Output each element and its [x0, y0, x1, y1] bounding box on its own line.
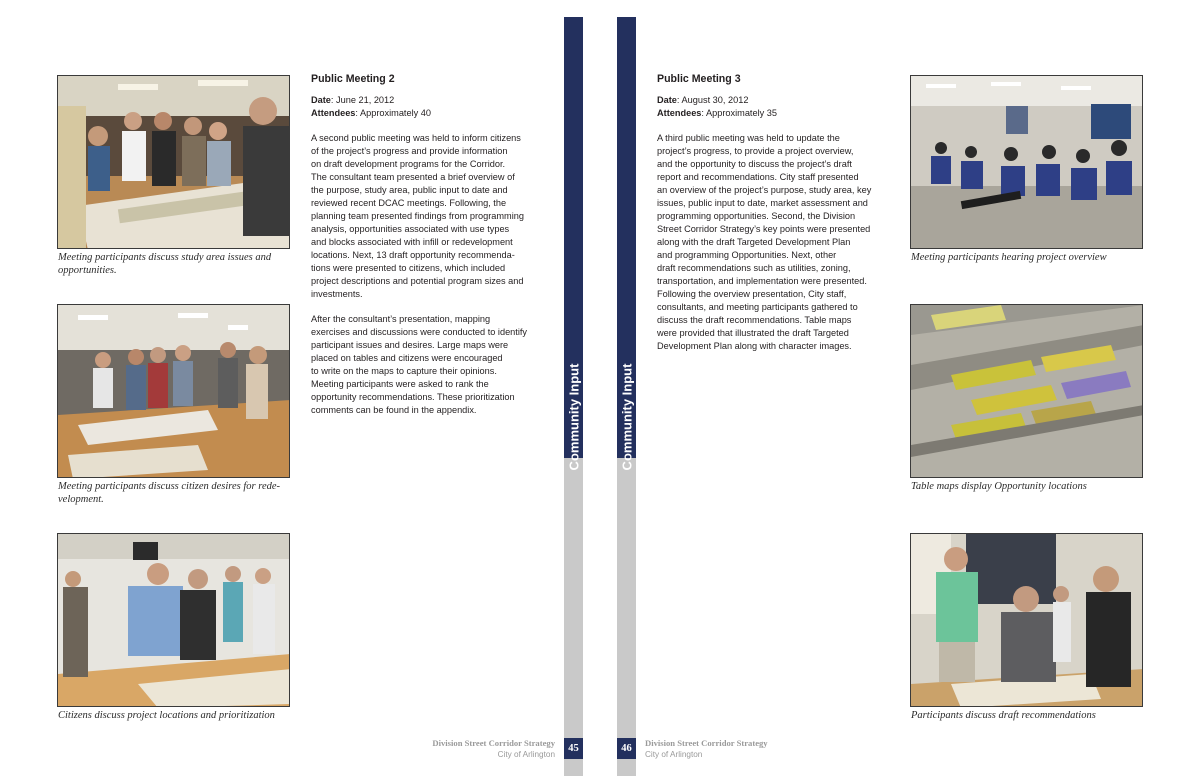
- left-attendees-value: : Approximately 40: [355, 108, 432, 118]
- caption-photo-6: Participants discuss draft recommendations: [911, 710, 1096, 721]
- paragraph-line: project descriptions and potential program sizes and: [311, 276, 524, 286]
- photo-citizen-desires-discussion: [57, 304, 290, 478]
- footer-right-subtitle: City of Arlington: [645, 750, 703, 759]
- paragraph-line: of the project’s progress and provide information: [311, 146, 508, 156]
- paragraph-line: discuss the draft recommendations. Table maps: [657, 315, 852, 325]
- right-attendees-line: [657, 107, 893, 120]
- paragraph-line: exercises and discussions were conducted to identify: [311, 327, 528, 337]
- paragraph-line: investments.: [311, 289, 363, 299]
- right-attendees-label: Attendees: [657, 108, 702, 118]
- left-text-column: [311, 73, 547, 417]
- paragraph-line: to write on the maps to capture their opinions.: [311, 366, 497, 376]
- photo-table-maps: [910, 304, 1143, 478]
- side-tab-label-right: Community Input: [619, 363, 634, 471]
- left-date-line: [311, 94, 547, 107]
- left-attendees-line: [311, 107, 547, 120]
- paragraph-line: Meeting participants were asked to rank the: [311, 379, 489, 389]
- paragraph-line: along with the draft Targeted Development Plan: [657, 237, 851, 247]
- right-date-value: : August 30, 2012: [676, 95, 749, 105]
- right-date-label: Date: [657, 95, 677, 105]
- caption-photo-5: Table maps display Opportunity locations: [911, 481, 1087, 492]
- photo-draft-recommendations: [910, 533, 1143, 707]
- left-date-label: Date: [311, 95, 331, 105]
- paragraph-line: and blocks associated with infill or redevelopment: [311, 237, 513, 247]
- paragraph-line: placed on tables and citizens were encouraged: [311, 353, 503, 363]
- paragraph-line: locations. Next, 13 draft opportunity recommenda-: [311, 250, 515, 260]
- left-attendees-label: Attendees: [311, 108, 356, 118]
- paragraph-line: and the opportunity to discuss the project’s draft: [657, 159, 852, 169]
- paragraph-line: transportation, and implementation were presented.: [657, 276, 867, 286]
- photo-hearing-overview: [910, 75, 1143, 249]
- right-text-column: [657, 73, 893, 353]
- paragraph-line: tions were presented to citizens, which included: [311, 263, 506, 273]
- paragraph-line: opportunity recommendations. These prioritization: [311, 392, 515, 402]
- paragraph-line: project’s progress, to provide a project overview,: [657, 146, 854, 156]
- right-meeting-title: Public Meeting 3: [657, 73, 741, 85]
- paragraph-line: consultants, and meeting participants gathered to: [657, 302, 858, 312]
- page-number-right: 46: [617, 738, 636, 759]
- caption-photo-2: Meeting participants discuss citizen desires for rede- velopment.: [58, 481, 281, 505]
- side-tab-label-left: Community Input: [566, 363, 581, 471]
- footer-left: [432, 738, 555, 760]
- caption-photo-1: Meeting participants discuss study area issues and opportunities.: [58, 252, 272, 276]
- paragraph-line: reviewed recent DCAC meetings. Following, the: [311, 198, 507, 208]
- footer-left-title: Division Street Corridor Strategy: [432, 738, 555, 748]
- paragraph-line: issues, public input to date, market assessment and: [657, 198, 868, 208]
- caption-photo-3: Citizens discuss project locations and prioritization: [58, 710, 275, 721]
- paragraph-line: programming opportunities. Second, the Division: [657, 211, 856, 221]
- left-paragraph-1: [311, 132, 547, 301]
- paragraph-line: analysis, opportunities associated with use types: [311, 224, 510, 234]
- paragraph-line: A third public meeting was held to update the: [657, 133, 840, 143]
- paragraph-line: Street Corridor Strategy’s key points were presented: [657, 224, 871, 234]
- right-attendees-value: : Approximately 35: [701, 108, 778, 118]
- footer-left-subtitle: City of Arlington: [497, 750, 555, 759]
- paragraph-line: participant issues and desires. Large maps were: [311, 340, 509, 350]
- paragraph-line: A second public meeting was held to inform citizens: [311, 133, 521, 143]
- paragraph-line: and programming Opportunities. Next, other: [657, 250, 837, 260]
- photo-study-area-discussion: [57, 75, 290, 249]
- paragraph-line: draft recommendations such as utilities, zoning,: [657, 263, 851, 273]
- photo-project-locations-discussion: [57, 533, 290, 707]
- paragraph-line: Development Plan along with character images.: [657, 341, 852, 351]
- caption-photo-4: Meeting participants hearing project overview: [911, 252, 1107, 263]
- paragraph-line: an overview of the project’s purpose, study area, key: [657, 185, 872, 195]
- paragraph-line: The consultant team presented a brief overview of: [311, 172, 515, 182]
- paragraph-line: the purpose, study area, public input to date and: [311, 185, 508, 195]
- footer-right-title: Division Street Corridor Strategy: [645, 738, 768, 748]
- paragraph-line: comments can be found in the appendix.: [311, 405, 477, 415]
- paragraph-line: After the consultant’s presentation, mapping: [311, 314, 491, 324]
- page-number-left: 45: [564, 738, 583, 759]
- left-paragraph-2: [311, 313, 547, 417]
- side-tab-left: [564, 17, 583, 776]
- right-paragraph-1: [657, 132, 893, 353]
- footer-right: [645, 738, 768, 760]
- left-date-value: : June 21, 2012: [330, 95, 395, 105]
- right-date-line: [657, 94, 893, 107]
- paragraph-line: report and recommendations. City staff presented: [657, 172, 859, 182]
- paragraph-line: were provided that illustrated the draft Targeted: [657, 328, 849, 338]
- paragraph-line: on draft development programs for the Corridor.: [311, 159, 506, 169]
- paragraph-line: Following the overview presentation, City staff,: [657, 289, 847, 299]
- left-meeting-title: Public Meeting 2: [311, 73, 395, 85]
- paragraph-line: planning team presented findings from programming: [311, 211, 524, 221]
- side-tab-right: [617, 17, 636, 776]
